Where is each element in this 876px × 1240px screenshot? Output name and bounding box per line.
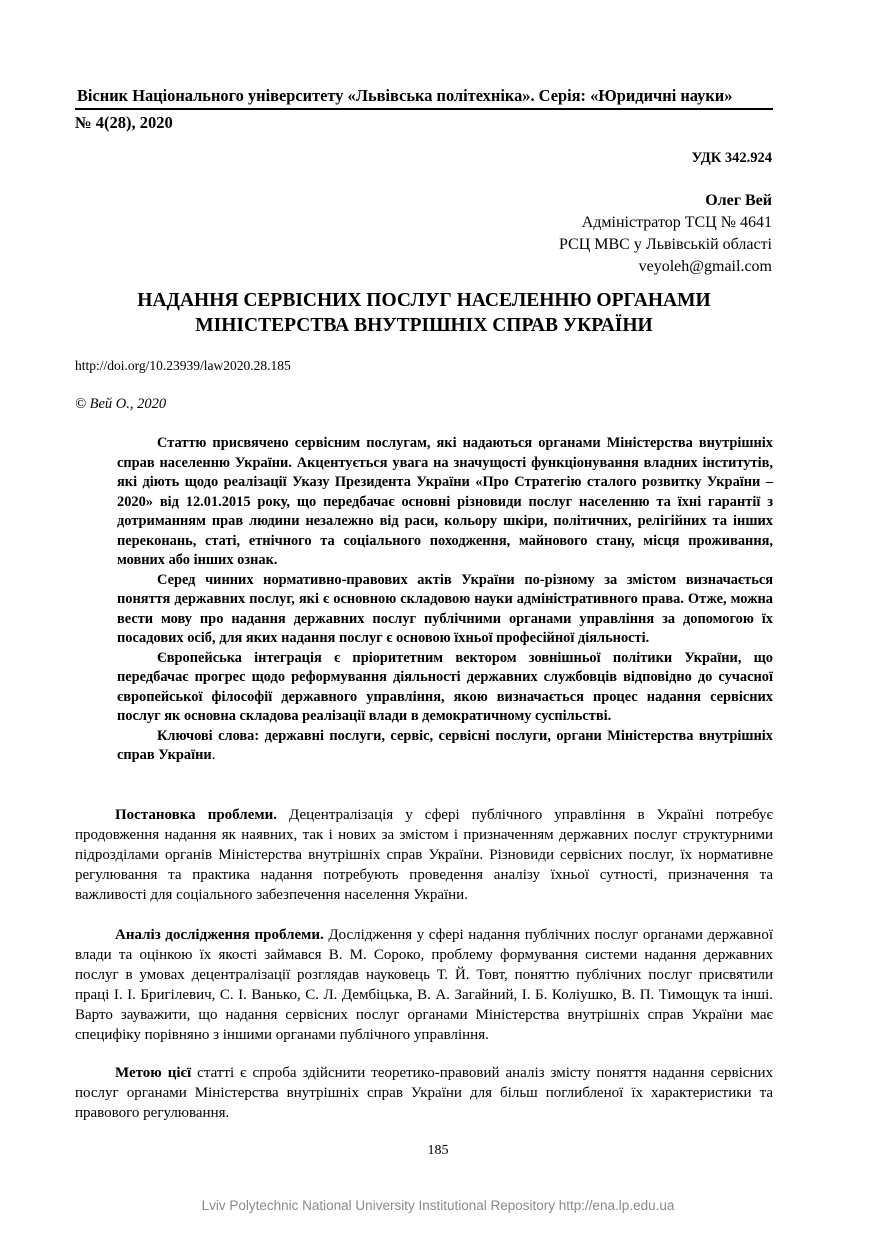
issue-number: № 4(28), 2020 <box>75 113 173 132</box>
abstract-paragraph-1: Статтю присвячено сервісним послугам, які надаються органами Міністерства внутрішніх справ населенню України. Акцентується увага на значущості функціонування владних інститутів, які діють щодо реалізації Указу Президента України «Про Стратегію сталого розвитку України – 2020» від 12.01.2015 року, що передбачає основні різновиди послуг населенню та їхні гарантії з дотриманням прав людини незалежно від раси, кольору шкіри, політичних, релігійних та інших переконань, статі, етнічного та соціального походження, майнового стану, місця проживання, мовних або інших ознак. <box>117 435 773 568</box>
article-title <box>75 288 773 338</box>
repository-footer: Lviv Polytechnic National University Institutional Repository http://ena.lp.edu.ua <box>201 1198 675 1213</box>
problem-text: Децентралізація у сфері публічного управління в Україні потребує продовження надання як наявних, так і нових за змістом і призначенням державних послуг структурними підрозділами органів Міністерства внутрішніх справ України. Різновиди сервісних послуг, їх нормативне регулювання та практика надання потребують проведення аналізу їхньої сутності, призначення та важливості для соціального забезпечення населення України. <box>75 807 773 903</box>
keywords-end: . <box>211 747 216 763</box>
section-problem <box>75 805 773 905</box>
header-rule <box>75 108 773 110</box>
abstract-paragraph-3: Європейська інтеграція є пріоритетним вектором зовнішньої політики України, що передбачає прогрес щодо реформування діяльності державних службовців відповідно до сучасної європейської філософії державного управління, якою визначається процес надання сервісних послуг як основна складова реалізації влади в демократичному суспільстві. <box>117 649 773 724</box>
author-block <box>559 190 772 278</box>
analysis-text: Дослідження у сфері надання публічних послуг органами державної влади та оцінкою їх якості займався В. М. Сороко, проблему формування системи надання державних послуг в умовах децентралізації розглядав науковець Т. Й. Товт, поняттю публічних послуг присвятили праці І. І. Бригілевич, С. І. Ванько, С. Л. Дембіцька, В. А. Загайний, І. Б. Коліушко, В. П. Тимощук та інші. Варто зауважити, що надання сервісних послуг органами Міністерства внутрішніх справ України має специфіку порівняно з іншими органами публічного управління. <box>75 927 773 1043</box>
abstract-paragraph-2: Серед чинних нормативно-правових актів України по-різному за змістом визначається поняття державних послуг, які є основною складовою науки адміністративного права. Отже, можна вести мову про надання державних послуг публічними органами управління за допомогою їх посадових осіб, для яких надання послуг є основою їхньої професійної діяльності. <box>117 571 773 646</box>
keywords-label: Ключові слова: <box>157 727 260 744</box>
author-name: Олег Вей <box>705 192 772 209</box>
page-number: 185 <box>427 1143 449 1158</box>
goal-label: Метою цієї <box>115 1065 192 1081</box>
doi-link[interactable]: http://doi.org/10.23939/law2020.28.185 <box>75 358 291 373</box>
section-analysis <box>75 925 773 1045</box>
analysis-label: Аналіз дослідження проблеми. <box>115 927 324 943</box>
title-line-1: НАДАННЯ СЕРВІСНИХ ПОСЛУГ НАСЕЛЕННЮ ОРГАНАМИ <box>137 290 711 311</box>
journal-title: Вісник Національного університету «Львівська політехніка». Серія: «Юридичні науки» <box>77 86 733 105</box>
keywords-list: державні послуги, сервіс, сервісні послуги, органи Міністерства внутрішніх справ України <box>117 727 773 763</box>
section-goal <box>75 1063 773 1123</box>
author-email: veyoleh@gmail.com <box>638 258 772 275</box>
udk-code: УДК 342.924 <box>691 150 772 166</box>
title-line-2: МІНІСТЕРСТВА ВНУТРІШНІХ СПРАВ УКРАЇНИ <box>195 315 653 336</box>
keywords <box>117 727 773 766</box>
goal-text: статті є спроба здійснити теоретико-правовий аналіз змісту поняття надання сервісних послуг органами Міністерства внутрішніх справ України для більш поглибленої їх характеристики та правового регулювання. <box>75 1065 773 1121</box>
problem-label: Постановка проблеми. <box>115 807 277 823</box>
author-position: Адміністратор ТСЦ № 4641 <box>581 214 772 231</box>
author-affiliation: РСЦ МВС у Львівській області <box>558 236 772 253</box>
abstract <box>117 434 773 766</box>
copyright: © Вей О., 2020 <box>75 396 167 412</box>
